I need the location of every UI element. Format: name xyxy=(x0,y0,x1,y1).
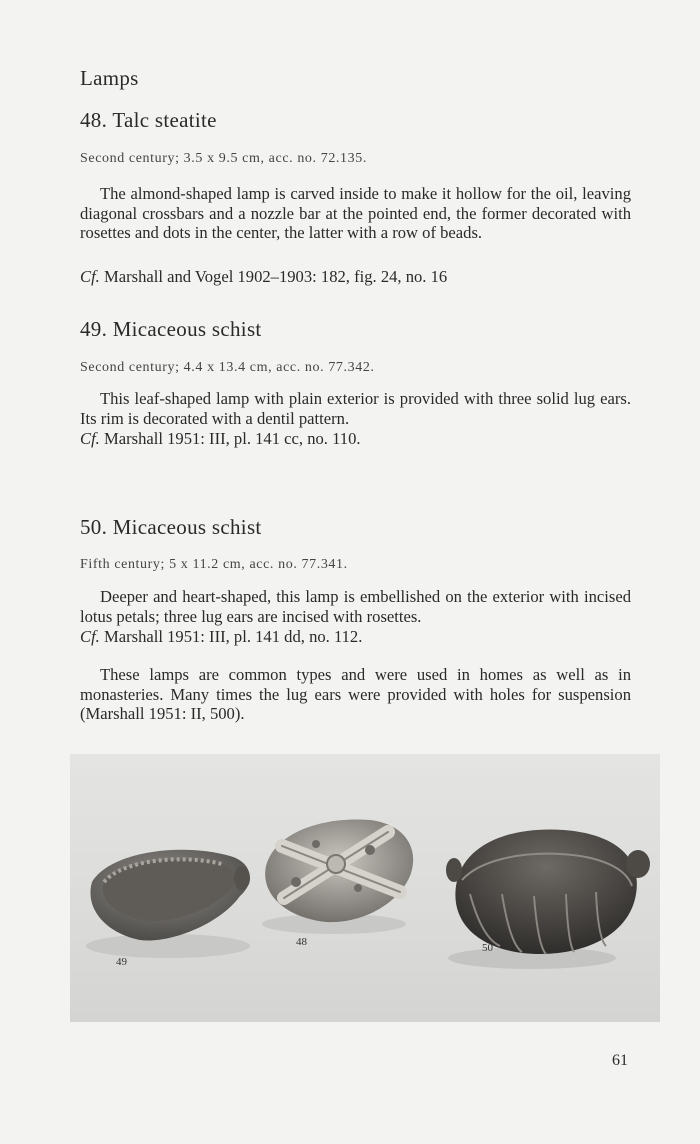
photo-label-49: 49 xyxy=(116,956,127,968)
entry-50-title: 50. Micaceous schist xyxy=(80,515,262,539)
entry-50-reference xyxy=(80,627,362,647)
entry-50-description: Deeper and heart-shaped, this lamp is embellished on the exterior with incised lotus petals; three lug ears are incised with rosettes. xyxy=(80,587,631,626)
entry-50-cf-text: Marshall 1951: III, pl. 141 dd, no. 112. xyxy=(99,627,363,646)
entry-48-cf-text: Marshall and Vogel 1902–1903: 182, fig. 24, no. 16 xyxy=(99,267,448,286)
entry-49-title: 49. Micaceous schist xyxy=(80,317,262,341)
photo-label-50: 50 xyxy=(482,942,493,954)
entry-48-description: The almond-shaped lamp is carved inside to make it hollow for the oil, leaving diagonal crossbars and a nozzle bar at the pointed end, the former decorated with rosettes and dots in the center, the latter with a row of beads. xyxy=(80,184,631,242)
page-number: 61 xyxy=(612,1052,628,1069)
lamps-illustration xyxy=(70,754,660,1022)
entry-50-cf-prefix: Cf. xyxy=(80,627,100,646)
lamp-48-shape xyxy=(262,819,413,934)
entry-49-description: This leaf-shaped lamp with plain exterior is provided with three solid lug ears. Its rim is decorated with a dentil pattern. xyxy=(80,389,631,428)
closing-paragraph: These lamps are common types and were used in homes as well as in monasteries. Many times the lug ears were provided with holes for suspension (Marshall 1951: II, 500). xyxy=(80,665,631,723)
lamps-photograph xyxy=(70,754,660,1022)
entry-49-meta: Second century; 4.4 x 13.4 cm, acc. no. 77.342. xyxy=(80,360,375,375)
entry-48-title: 48. Talc steatite xyxy=(80,108,217,132)
entry-50-meta: Fifth century; 5 x 11.2 cm, acc. no. 77.341. xyxy=(80,557,348,572)
entry-49-cf-prefix: Cf. xyxy=(80,429,100,448)
entry-49-reference xyxy=(80,429,361,449)
entry-48-cf-prefix: Cf. xyxy=(80,267,100,286)
lamp-50-shape xyxy=(446,829,650,969)
entry-48-meta: Second century; 3.5 x 9.5 cm, acc. no. 72.135. xyxy=(80,151,367,166)
entry-49-cf-text: Marshall 1951: III, pl. 141 cc, no. 110. xyxy=(99,429,361,448)
section-heading: Lamps xyxy=(80,66,139,90)
photo-label-48: 48 xyxy=(296,936,307,948)
entry-48-reference xyxy=(80,267,447,287)
lamp-49-shape xyxy=(86,850,250,958)
